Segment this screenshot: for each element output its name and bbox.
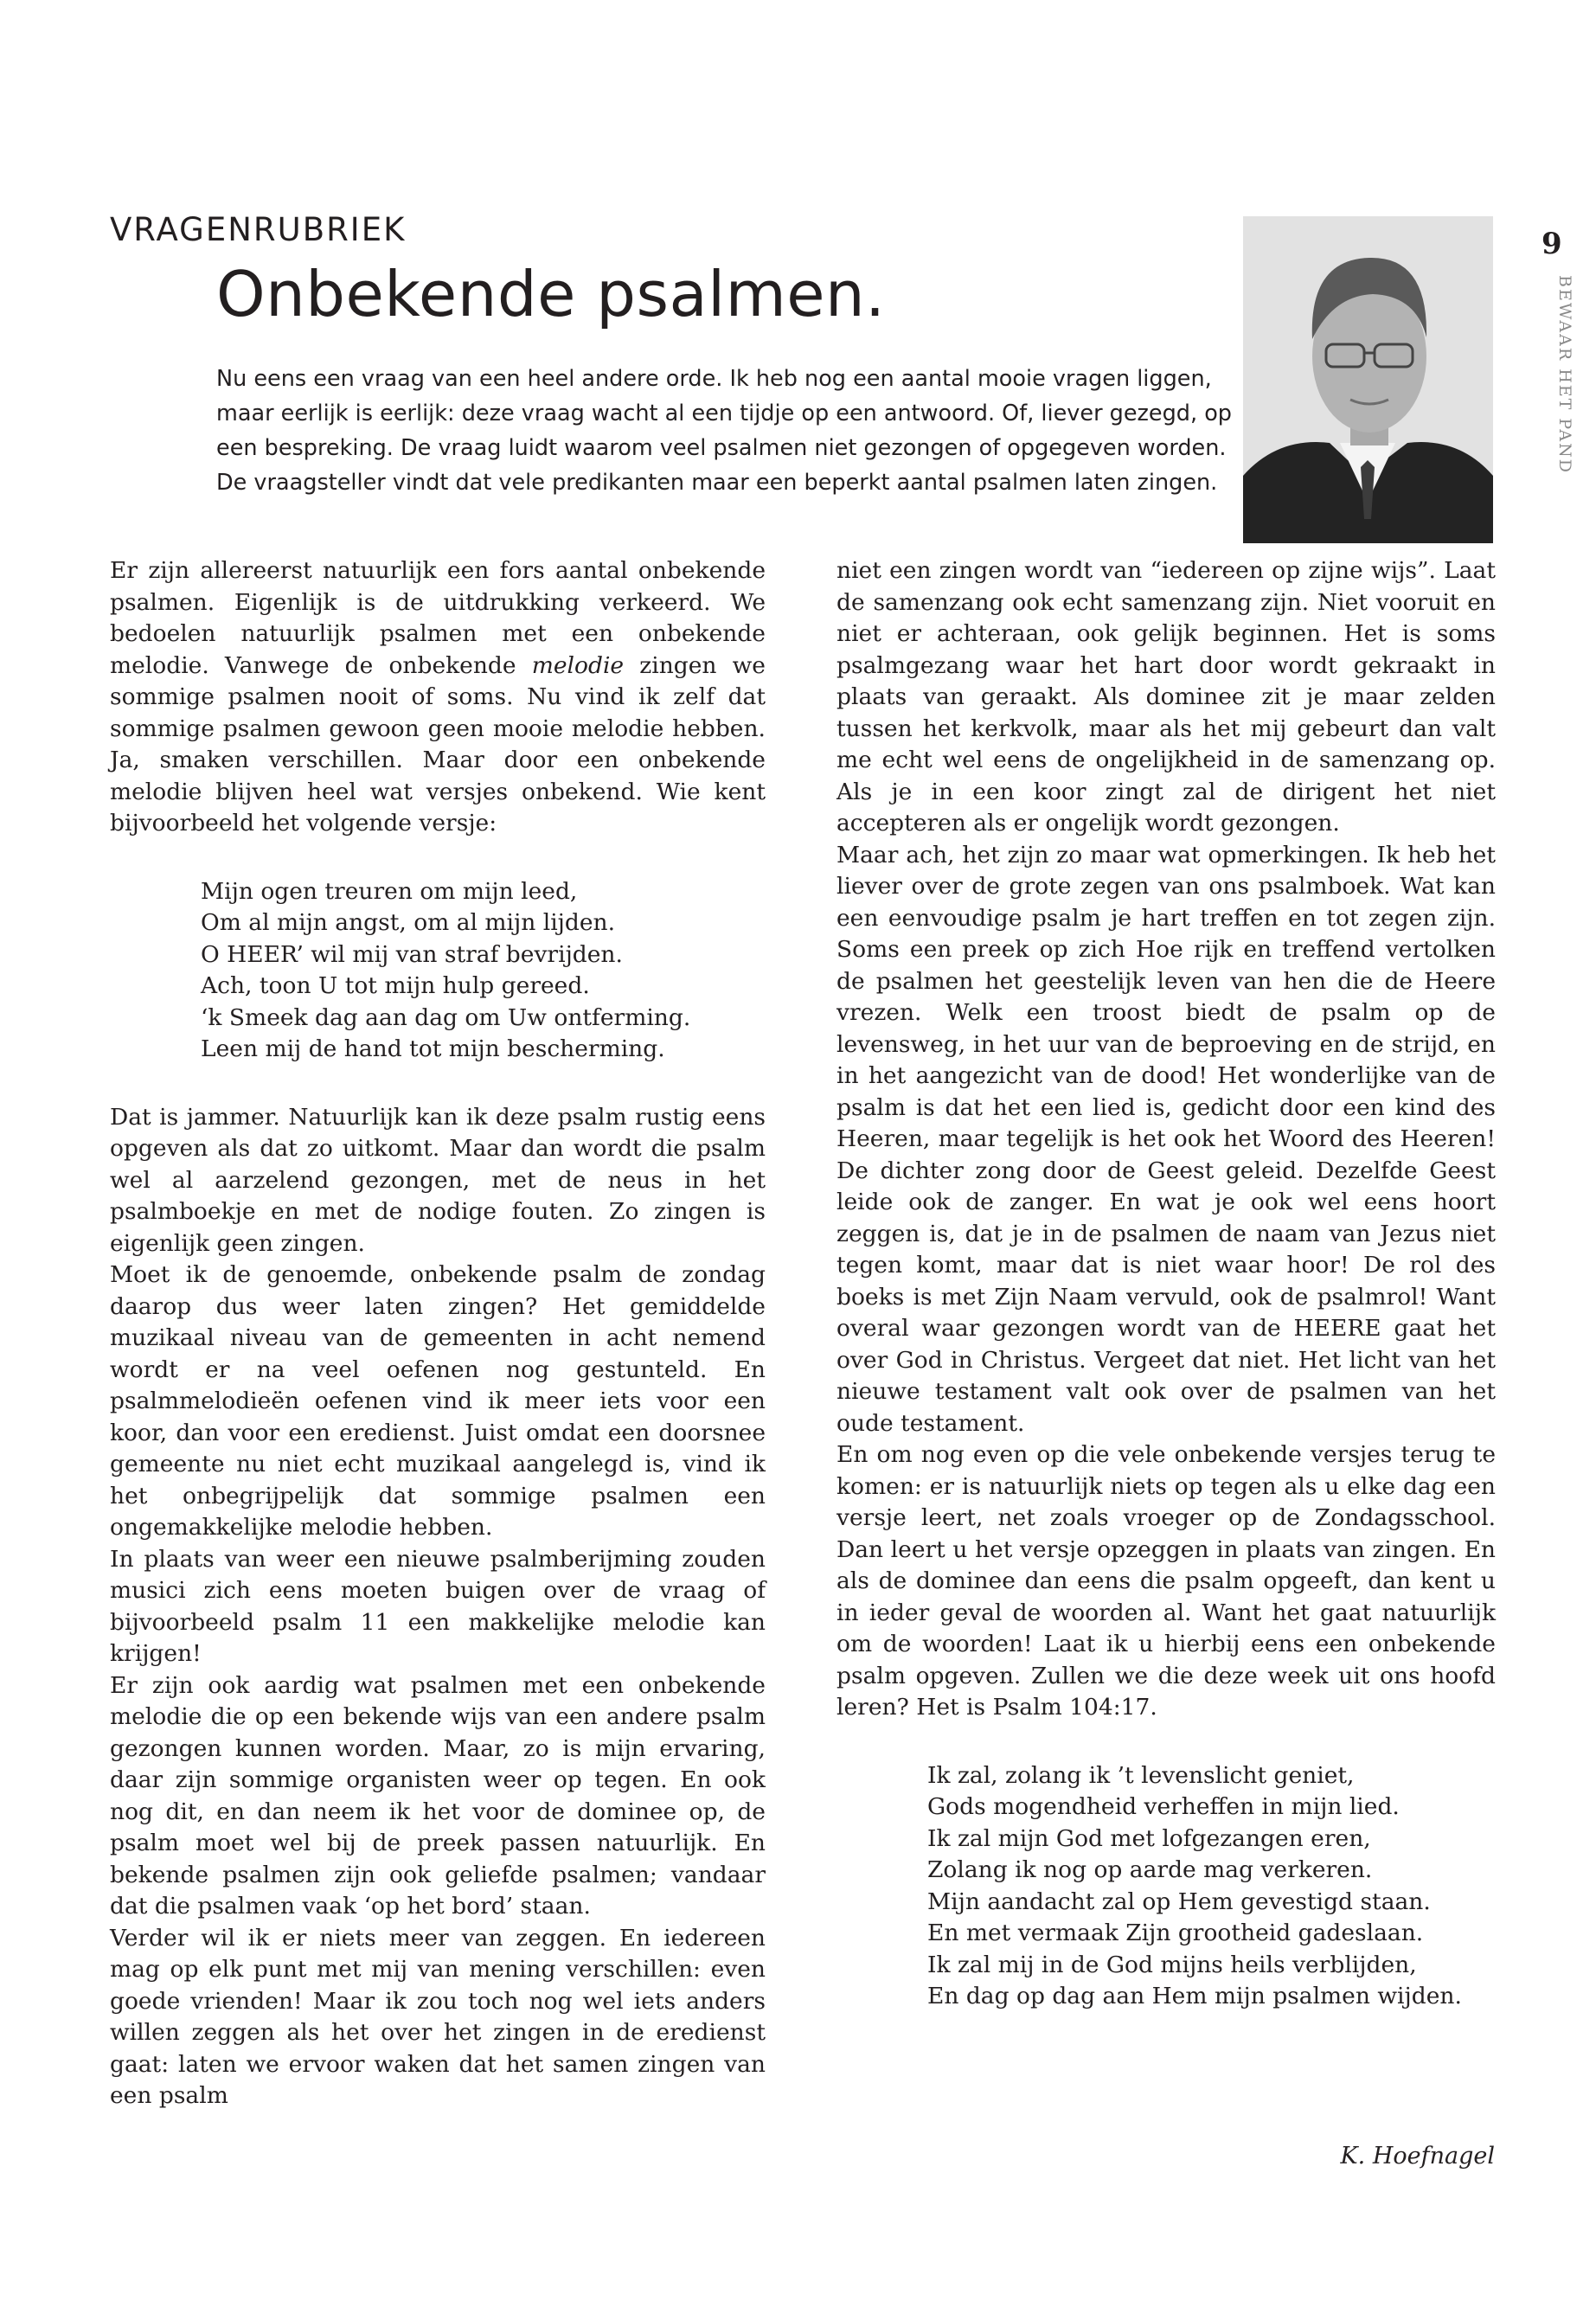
poem-line: En met vermaak Zijn grootheid gadeslaan. bbox=[927, 1920, 1424, 1946]
poem-line: Gods mogendheid verheffen in mijn lied. bbox=[927, 1793, 1400, 1820]
poem-line: Om al mijn angst, om al mijn lijden. bbox=[201, 909, 616, 936]
poem-line: Mijn ogen treuren om mijn leed, bbox=[201, 877, 578, 905]
article-title: Onbekende psalmen. bbox=[216, 258, 886, 330]
poem-line: ‘k Smeek dag aan dag om Uw ontferming. bbox=[201, 1003, 691, 1031]
poem-line: Ach, toon U tot mijn hulp gereed. bbox=[201, 972, 590, 999]
author-signature: K. Hoefnagel bbox=[1340, 2143, 1495, 2170]
poem-line: En dag op dag aan Hem mijn psalmen wijden. bbox=[927, 1983, 1462, 2009]
poem-stanza bbox=[201, 876, 766, 1066]
section-label: VRAGENRUBRIEK bbox=[110, 211, 407, 248]
poem-line: Leen mij de hand tot mijn bescherming. bbox=[201, 1035, 665, 1062]
paragraph: Er zijn ook aardig wat psalmen met een onbekende melodie die op een bekende wijs van een andere psalm gezongen kunnen worden. Maar, zo is mijn ervaring, daar zijn sommige organisten weer op tegen. En ook nog dit, en dan neem ik het voor de dominee op, de psalm moet wel bij de preek passen natuurlijk. En bekende psalmen zijn ook geliefde psalmen; vandaar dat die psalmen vaak ‘op het bord’ staan. bbox=[110, 1671, 766, 1920]
left-column bbox=[110, 555, 766, 2112]
paragraph-text: zingen we sommige psalmen nooit of soms. Nu vind ik zelf dat sommige psalmen gewoon geen mooie melodie hebben. Ja, smaken verschillen. Maar door een onbekende melodie blijven heel wat versjes onbekend. Wie kent bijvoorbeeld het volgende versje: bbox=[110, 651, 766, 836]
paragraph: niet een zingen wordt van “iedereen op zijne wijs”. Laat de samenzang ook echt samenzang zijn. Niet vooruit en niet er achteraan, ook gelijk beginnen. Het is soms psalmgezang waar het hart door wordt gekraakt in plaats van geraakt. Als dominee zit je maar zelden tussen het kerkvolk, maar als het mij gebeurt dan valt me echt wel eens de ongelijkheid in de samenzang op. Als je in een koor zingt zal de dirigent het niet accepteren als er ongelijk wordt gezongen. bbox=[836, 557, 1496, 836]
running-head: BEWAAR HET PAND bbox=[1555, 275, 1574, 474]
paragraph: In plaats van weer een nieuwe psalmberijming zouden musici zich eens moeten buigen over de vraag of bijvoorbeeld psalm 11 een makkelijke melodie kan krijgen! bbox=[110, 1545, 766, 1667]
paragraph: Dat is jammer. Natuurlijk kan ik deze psalm rustig eens opgeven als dat zo uitkomt. Maar dan wordt die psalm wel al aarzelend gezongen, met de neus in het psalmboekje en met de nodige fouten. Zo zingen is eigenlijk geen zingen. bbox=[110, 1103, 766, 1257]
paragraph-text: Er zijn allereerst natuurlijk een fors aantal onbekende psalmen. Eigenlijk is de uitdrukking verkeerd. We bedoelen natuurlijk psalmen met een onbekende melodie. Vanwege de onbekende bbox=[110, 557, 766, 679]
author-portrait-illustration bbox=[1243, 216, 1493, 543]
paragraph: Maar ach, het zijn zo maar wat opmerkingen. Ik heb het liever over de grote zegen van ons psalmboek. Wat kan een eenvoudige psalm je hart treffen en tot zegen zijn. Soms een preek op zich Hoe rijk en treffend vertolken de psalmen het geestelijk leven van hen die de Heere vrezen. Welk een troost biedt de psalm op de levensweg, in het uur van de beproeving en de strijd, en in het aangezicht van de dood! Het wonderlijke van de psalm is dat het een lied is, gedicht door een kind des Heeren, maar tegelijk is het ook het Woord des Heeren! De dichter zong door de Geest geleid. Dezelfde Geest leide ook de zanger. En wat je ook wel eens hoort zeggen is, dat je in de psalmen de naam van Jezus niet tegen komt, maar dat is niet waar hoor! De rol des boeks is met Zijn Naam vervuld, ook de psalmrol! Want overal waar gezongen wordt van de HEERE gaat het over God in Christus. Vergeet dat niet. Het licht van het nieuwe testament valt ook over de psalmen van het oude testament. bbox=[836, 841, 1496, 1437]
author-portrait bbox=[1243, 216, 1493, 543]
right-column bbox=[836, 555, 1496, 2013]
emphasis-text: melodie bbox=[531, 651, 625, 679]
article-intro: Nu eens een vraag van een heel andere orde. Ik heb nog een aantal mooie vragen liggen, maar eerlijk is eerlijk: deze vraag wacht al een tijdje op een antwoord. Of, liever gezegd, op een bespreking. De vraag luidt waarom veel psalmen niet gezongen of opgegeven worden. De vraagsteller vindt dat vele predikanten maar een beperkt aantal psalmen laten zingen. bbox=[216, 366, 1232, 496]
poem-line: Zolang ik nog op aarde mag verkeren. bbox=[927, 1856, 1373, 1883]
poem-line: Ik zal mij in de God mijns heils verblijden, bbox=[927, 1951, 1417, 1978]
paragraph: En om nog even op die vele onbekende versjes terug te komen: er is natuurlijk niets op tegen als u elke dag een versje leert, net zoals vroeger op de Zondagsschool. Dan leert u het versje opzeggen in plaats van zingen. En als de dominee dan eens die psalm opgeeft, dan kent u in ieder geval de woorden al. Want het gaat natuurlijk om de woorden! Laat ik u hierbij eens een onbekende psalm opgeven. Zullen we die deze week uit ons hoofd leren? Het is Psalm 104:17. bbox=[836, 1441, 1496, 1721]
paragraph: Verder wil ik er niets meer van zeggen. En iedereen mag op elk punt met mij van mening verschillen: even goede vrienden! Maar ik zou toch nog wel iets anders willen zeggen als het over het zingen in de eredienst gaat: laten we ervoor waken dat het samen zingen van een psalm bbox=[110, 1924, 766, 2109]
paragraph bbox=[110, 555, 766, 840]
page-number: 9 bbox=[1542, 227, 1562, 261]
poem-line: O HEER’ wil mij van straf bevrijden. bbox=[201, 940, 623, 968]
paragraph: Moet ik de genoemde, onbekende psalm de zondag daarop dus weer laten zingen? Het gemiddelde muzikaal niveau van de gemeenten in acht nemend wordt er na veel oefenen nog gestunteld. En psalmmelodieën oefenen vind ik meer iets voor een koor, dan voor een eredienst. Juist omdat een doorsnee gemeente nu niet echt muzikaal aangelegd is, vind ik het onbegrijpelijk dat sommige psalmen een ongemakkelijke melodie hebben. bbox=[110, 1261, 766, 1541]
poem-line: Ik zal, zolang ik ’t levenslicht geniet, bbox=[927, 1761, 1355, 1789]
poem-line: Ik zal mijn God met lofgezangen eren, bbox=[927, 1824, 1371, 1852]
poem-stanza bbox=[927, 1760, 1496, 2013]
poem-line: Mijn aandacht zal op Hem gevestigd staan. bbox=[927, 1888, 1431, 1915]
